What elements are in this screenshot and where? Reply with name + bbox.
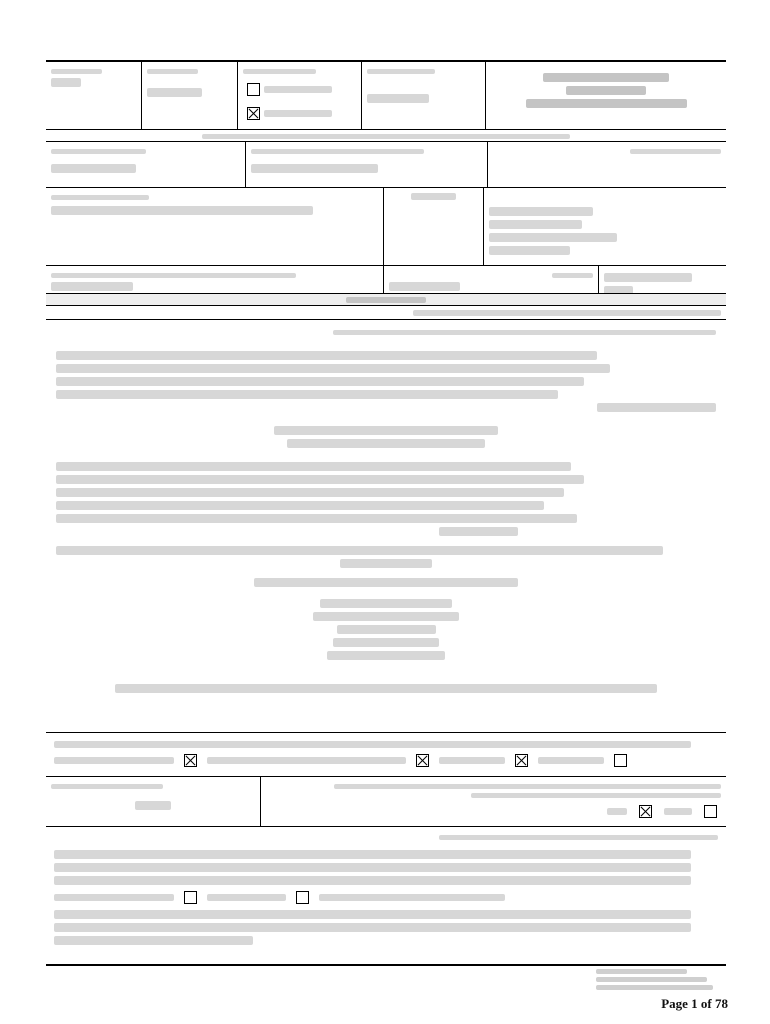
field-type-of-solicitation	[238, 62, 362, 129]
form-footer-note	[596, 966, 726, 993]
checkbox-b-checked[interactable]	[247, 107, 260, 120]
field-name	[384, 266, 599, 293]
field-date-issued	[142, 62, 238, 129]
item-11-check-a[interactable]	[184, 754, 197, 767]
field-contract-number	[488, 142, 726, 187]
item-13-check-b[interactable]	[296, 891, 309, 904]
item-12a	[261, 777, 726, 826]
field-address-offer	[46, 188, 384, 265]
address-row	[46, 188, 726, 266]
item-12a-check-yes[interactable]	[639, 805, 652, 818]
field-telephone	[46, 266, 384, 293]
field-for-information	[599, 266, 726, 293]
information-row	[46, 266, 726, 294]
item-13-check-a[interactable]	[184, 891, 197, 904]
checkbox-a[interactable]	[247, 83, 260, 96]
field-pages	[46, 62, 142, 129]
item-12b	[46, 777, 261, 826]
solicitation-form	[46, 60, 726, 966]
form-title-block	[486, 62, 726, 129]
important-bar	[46, 130, 726, 142]
pages-label	[51, 69, 136, 74]
note-row	[46, 306, 726, 320]
item-12a-check-no[interactable]	[704, 805, 717, 818]
item-11-check-c[interactable]	[515, 754, 528, 767]
item-11	[46, 733, 726, 777]
field-issued-by	[484, 188, 726, 265]
item-11-check-b[interactable]	[416, 754, 429, 767]
field-requisition-number	[246, 142, 488, 187]
description-block	[46, 320, 726, 733]
form-header-row	[46, 62, 726, 130]
field-solicitation-number	[362, 62, 486, 129]
page-number: Page 1 of 78	[661, 996, 728, 1011]
field-code	[384, 188, 484, 265]
item-13	[46, 827, 726, 957]
item-11-check-d[interactable]	[614, 754, 627, 767]
solicitation-heading	[46, 294, 726, 306]
item-12-row	[46, 777, 726, 827]
numbers-row	[46, 142, 726, 188]
field-project-number	[46, 142, 246, 187]
